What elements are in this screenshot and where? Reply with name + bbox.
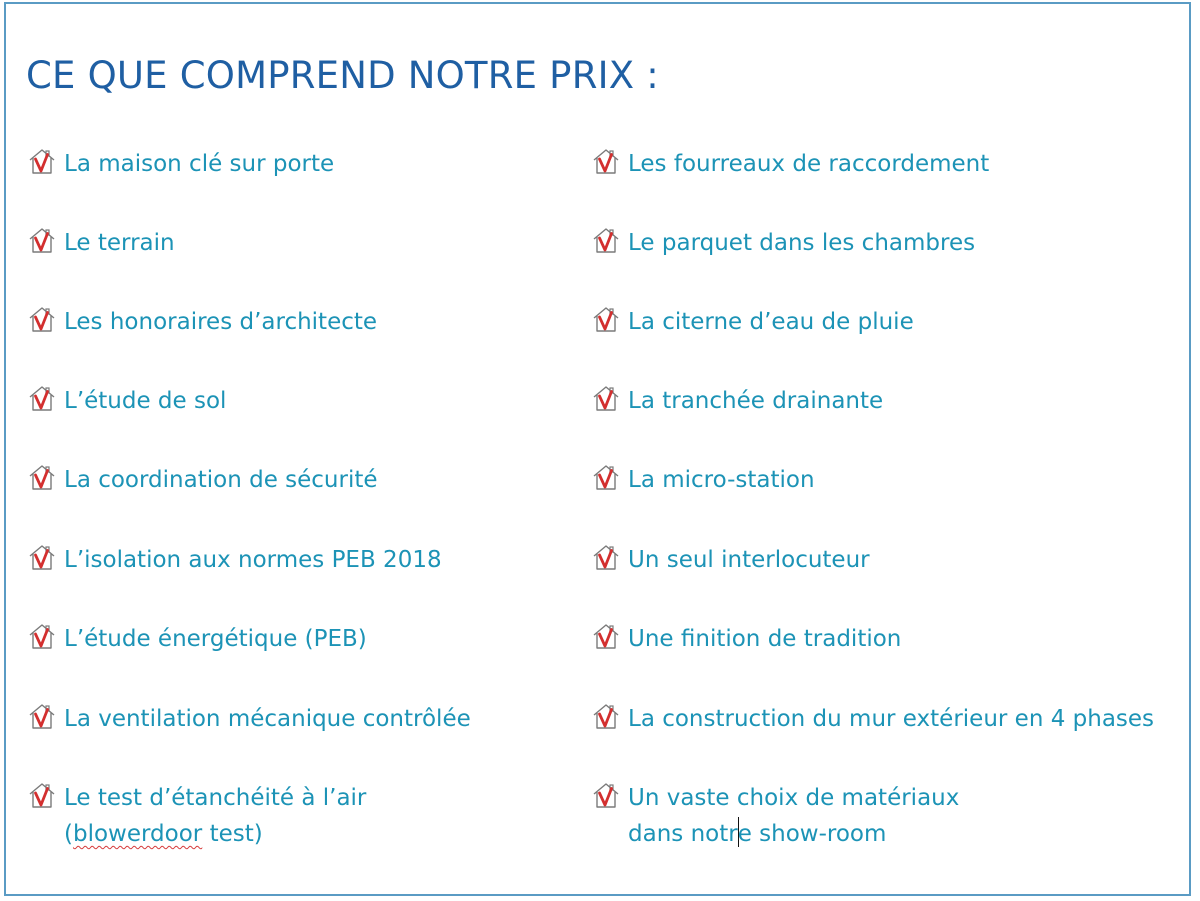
list-item bbox=[26, 146, 334, 182]
item-label-part: e show-room bbox=[737, 821, 887, 847]
item-label-part: test) bbox=[202, 821, 263, 847]
item-label: L’étude de sol bbox=[64, 388, 227, 414]
item-label: L’isolation aux normes PEB 2018 bbox=[64, 547, 442, 573]
item-label-line2[interactable] bbox=[628, 816, 959, 852]
price-inclusions-panel bbox=[4, 2, 1191, 896]
house-checkmark-icon bbox=[590, 781, 622, 809]
house-checkmark-icon bbox=[590, 305, 622, 333]
house-checkmark-icon bbox=[26, 622, 58, 650]
list-item bbox=[26, 621, 367, 657]
item-label: La micro-station bbox=[628, 467, 815, 493]
list-item bbox=[590, 462, 815, 498]
spellcheck-flagged-word: blowerdoor bbox=[72, 821, 203, 847]
list-item bbox=[590, 701, 1154, 737]
item-label: Les fourreaux de raccordement bbox=[628, 151, 990, 177]
item-label: Une finition de tradition bbox=[628, 626, 902, 652]
house-checkmark-icon bbox=[26, 226, 58, 254]
item-label-line2 bbox=[64, 816, 366, 852]
item-label-block bbox=[628, 780, 959, 852]
list-item bbox=[590, 383, 883, 419]
house-checkmark-icon bbox=[26, 384, 58, 412]
house-checkmark-icon bbox=[26, 147, 58, 175]
list-item bbox=[26, 304, 377, 340]
item-label: Le test d’étanchéité à l’air bbox=[64, 785, 367, 811]
list-item bbox=[590, 780, 959, 852]
item-label[interactable]: Un vaste choix de matériaux bbox=[628, 785, 960, 811]
list-item bbox=[590, 225, 975, 261]
item-label-part: ( bbox=[64, 821, 73, 847]
list-item bbox=[590, 621, 901, 657]
house-checkmark-icon bbox=[590, 226, 622, 254]
house-checkmark-icon bbox=[590, 384, 622, 412]
list-item bbox=[26, 542, 442, 578]
list-item bbox=[26, 225, 175, 261]
list-item bbox=[590, 304, 914, 340]
item-label-block bbox=[64, 780, 366, 852]
house-checkmark-icon bbox=[26, 702, 58, 730]
item-label: La citerne d’eau de pluie bbox=[628, 309, 914, 335]
list-item bbox=[26, 780, 366, 852]
list-item bbox=[26, 462, 378, 498]
house-checkmark-icon bbox=[590, 702, 622, 730]
house-checkmark-icon bbox=[590, 543, 622, 571]
item-label: Un seul interlocuteur bbox=[628, 547, 870, 573]
item-label: La maison clé sur porte bbox=[64, 151, 335, 177]
house-checkmark-icon bbox=[26, 781, 58, 809]
item-label-part: dans notr bbox=[628, 821, 738, 847]
item-label: Le terrain bbox=[64, 230, 175, 256]
list-item bbox=[26, 701, 471, 737]
page-title: CE QUE COMPREND NOTRE PRIX : bbox=[26, 54, 659, 97]
house-checkmark-icon bbox=[590, 147, 622, 175]
item-label: Les honoraires d’architecte bbox=[64, 309, 378, 335]
list-item bbox=[26, 383, 226, 419]
list-item bbox=[590, 146, 989, 182]
item-label: La ventilation mécanique contrôlée bbox=[64, 706, 471, 732]
house-checkmark-icon bbox=[26, 463, 58, 491]
house-checkmark-icon bbox=[590, 622, 622, 650]
item-label: La construction du mur extérieur en 4 phases bbox=[628, 706, 1155, 732]
item-label: La coordination de sécurité bbox=[64, 467, 378, 493]
item-label: L’étude énergétique (PEB) bbox=[64, 626, 367, 652]
house-checkmark-icon bbox=[590, 463, 622, 491]
house-checkmark-icon bbox=[26, 543, 58, 571]
list-item bbox=[590, 542, 870, 578]
item-label: La tranchée drainante bbox=[628, 388, 884, 414]
item-label: Le parquet dans les chambres bbox=[628, 230, 976, 256]
house-checkmark-icon bbox=[26, 305, 58, 333]
